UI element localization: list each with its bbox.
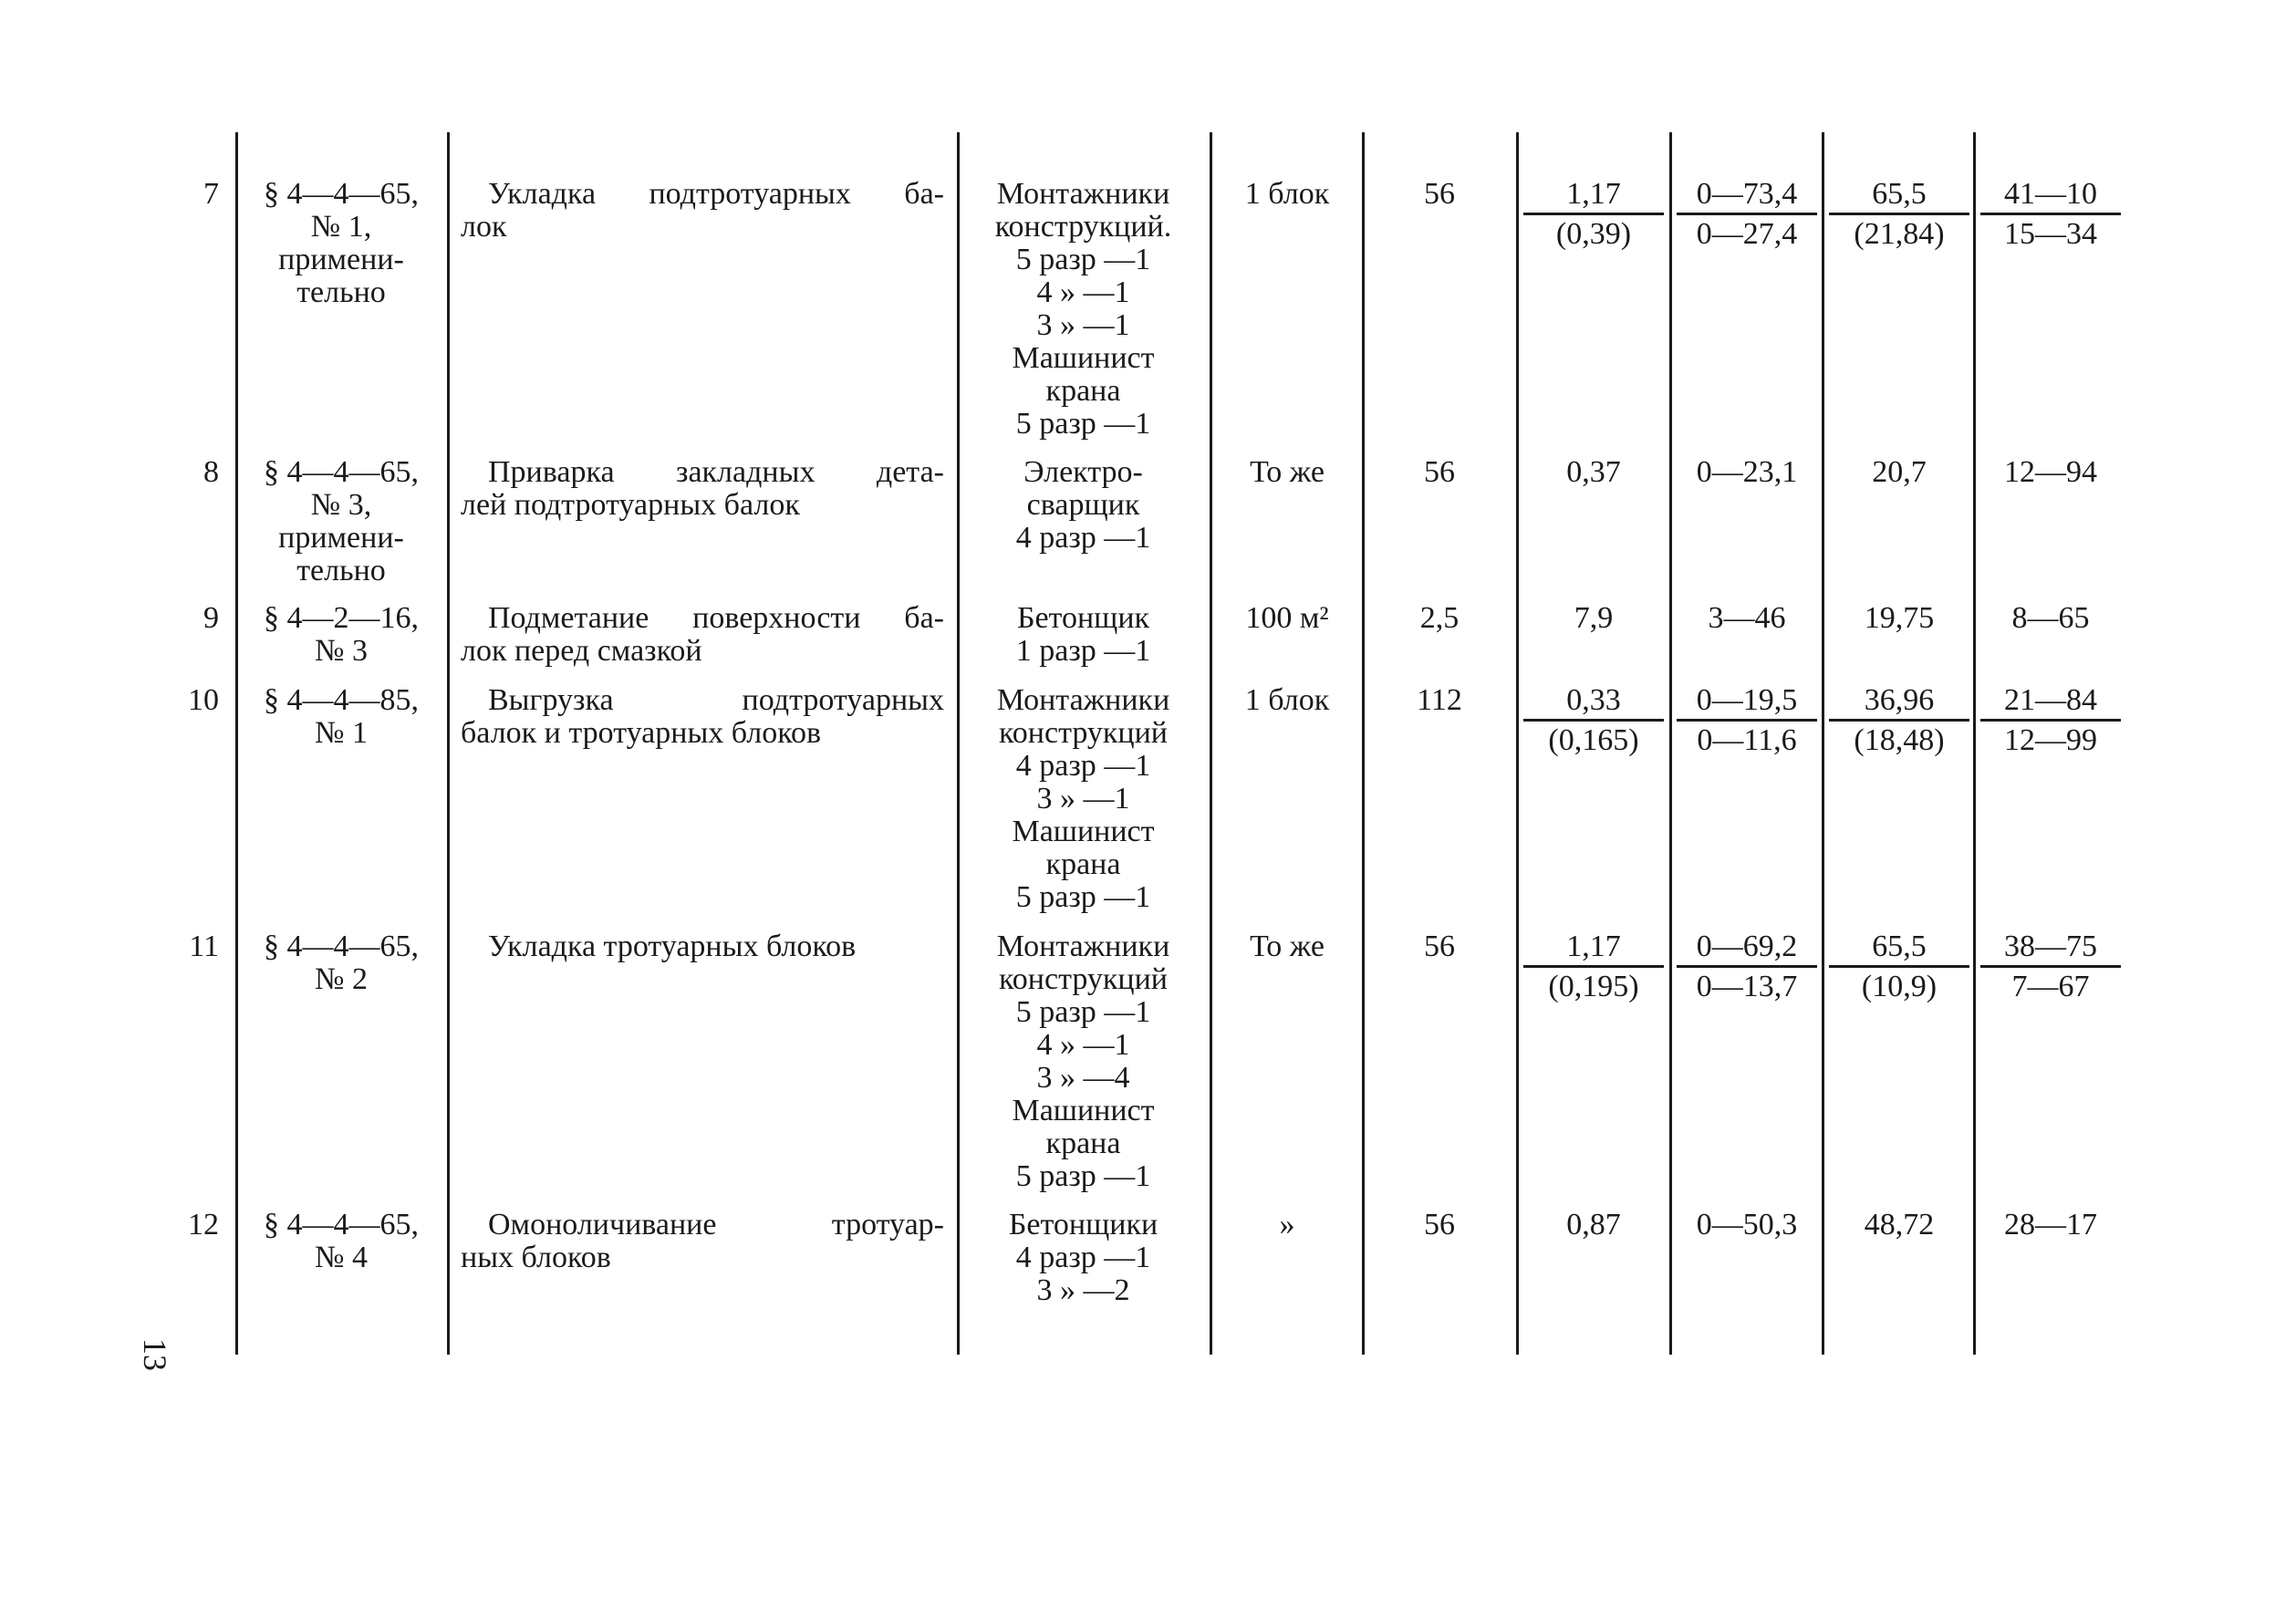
crew-composition-line: конструкций [998, 962, 1168, 996]
value-c10-bottom: 15—34 [2004, 217, 2097, 251]
value-c8-top: 0—69,2 [1696, 930, 1798, 963]
work-description-line: Укладка тротуарных блоков [488, 930, 857, 963]
norm-reference-line: § 4—4—65, [264, 1208, 419, 1241]
crew-composition-line: 1 разр —1 [1015, 634, 1151, 668]
value-c8-bottom: 0—11,6 [1697, 723, 1797, 757]
value-c10-top: 41—10 [2004, 177, 2097, 211]
crew-composition-line: 5 разр —1 [1015, 880, 1151, 914]
measurement-unit: 1 блок [1244, 177, 1330, 211]
value-c7-top: 0,37 [1566, 455, 1621, 489]
fraction-bar [1980, 213, 2121, 215]
measurement-unit: » [1279, 1208, 1295, 1241]
value-c8-top: 0—23,1 [1696, 455, 1798, 489]
crew-composition-line: 5 разр —1 [1015, 1159, 1151, 1193]
work-description-line: лок [461, 210, 507, 244]
value-c10-bottom: 12—99 [2004, 723, 2097, 757]
value-c9-bottom: (10,9) [1861, 970, 1938, 1003]
norm-reference-line: № 2 [315, 962, 368, 996]
column-rule [235, 132, 238, 1355]
row-number: 7 [203, 177, 219, 211]
work-description-line: Омоноличивание тротуар- [488, 1208, 944, 1241]
crew-composition-line: Бетонщик [1016, 601, 1150, 635]
value-c9-top: 65,5 [1872, 177, 1927, 211]
value-c8-top: 3—46 [1708, 601, 1786, 635]
norm-reference-line: тельно [296, 275, 386, 309]
value-c10-top: 28—17 [2004, 1208, 2097, 1241]
work-quantity: 56 [1424, 930, 1455, 963]
crew-composition-line: крана [1045, 847, 1121, 881]
column-rule [1669, 132, 1672, 1355]
value-c10-top: 21—84 [2004, 683, 2097, 717]
column-rule [1362, 132, 1365, 1355]
crew-composition-line: Монтажники [996, 683, 1170, 717]
norm-reference-line: примени- [278, 243, 404, 276]
crew-composition-line: 4 разр —1 [1015, 521, 1151, 555]
norm-reference-line: примени- [278, 521, 404, 555]
work-description-line: лей подтротуарных балок [461, 488, 800, 522]
value-c7-top: 1,17 [1566, 177, 1621, 211]
value-c9-top: 20,7 [1872, 455, 1927, 489]
crew-composition-line: Машинист [1012, 341, 1155, 375]
column-rule [1822, 132, 1824, 1355]
value-c7-bottom: (0,195) [1548, 970, 1639, 1003]
fraction-bar [1523, 965, 1664, 968]
norm-reference-line: № 3 [315, 634, 368, 668]
value-c8-top: 0—50,3 [1696, 1208, 1798, 1241]
fraction-bar [1677, 965, 1817, 968]
crew-composition-line: 4 » —1 [1036, 1028, 1130, 1062]
crew-composition-line: Бетонщики [1008, 1208, 1158, 1241]
crew-composition-line: 5 разр —1 [1015, 407, 1151, 441]
work-description-line: Подметание поверхности ба- [488, 601, 944, 635]
value-c9-bottom: (18,48) [1854, 723, 1945, 757]
fraction-bar [1677, 213, 1817, 215]
work-description-line: ных блоков [461, 1241, 611, 1274]
measurement-unit: То же [1250, 930, 1325, 963]
value-c8-bottom: 0—27,4 [1696, 217, 1798, 251]
value-c8-bottom: 0—13,7 [1696, 970, 1798, 1003]
crew-composition-line: 5 разр —1 [1015, 243, 1151, 276]
crew-composition-line: 3 » —1 [1036, 782, 1130, 815]
fraction-bar [1523, 719, 1664, 722]
work-quantity: 56 [1424, 1208, 1455, 1241]
column-rule [1210, 132, 1212, 1355]
fraction-bar [1829, 719, 1969, 722]
crew-composition-line: конструкций [998, 716, 1168, 750]
value-c7-top: 1,17 [1566, 930, 1621, 963]
work-description-line: балок и тротуарных блоков [461, 716, 822, 750]
value-c7-top: 0,87 [1566, 1208, 1621, 1241]
value-c7-top: 0,33 [1566, 683, 1621, 717]
work-quantity: 112 [1417, 683, 1462, 717]
crew-composition-line: сварщик [1026, 488, 1140, 522]
fraction-bar [1523, 213, 1664, 215]
value-c9-top: 48,72 [1864, 1208, 1935, 1241]
crew-composition-line: 5 разр —1 [1015, 995, 1151, 1029]
norm-reference-line: № 1 [315, 716, 368, 750]
row-number: 8 [203, 455, 219, 489]
norm-reference-line: § 4—4—65, [264, 177, 419, 211]
row-number: 10 [188, 683, 219, 717]
value-c9-top: 36,96 [1864, 683, 1935, 717]
value-c9-top: 65,5 [1872, 930, 1927, 963]
value-c8-top: 0—19,5 [1696, 683, 1798, 717]
measurement-unit: 100 м² [1245, 601, 1329, 635]
crew-composition-line: Машинист [1012, 1094, 1155, 1127]
crew-composition-line: 4 разр —1 [1015, 1241, 1151, 1274]
crew-composition-line: Машинист [1012, 815, 1155, 848]
fraction-bar [1980, 965, 2121, 968]
fraction-bar [1829, 965, 1969, 968]
norm-reference-line: тельно [296, 554, 386, 587]
crew-composition-line: 4 » —1 [1036, 275, 1130, 309]
crew-composition-line: крана [1045, 374, 1121, 408]
crew-composition-line: 4 разр —1 [1015, 749, 1151, 783]
row-number: 12 [188, 1208, 219, 1241]
work-quantity: 56 [1424, 455, 1455, 489]
work-description-line: лок перед смазкой [461, 634, 702, 668]
crew-composition-line: Электро- [1023, 455, 1143, 489]
value-c10-bottom: 7—67 [2011, 970, 2090, 1003]
crew-composition-line: 3 » —4 [1036, 1061, 1130, 1095]
column-rule [1516, 132, 1519, 1355]
work-description-line: Выгрузка подтротуарных [488, 683, 944, 717]
crew-composition-line: Монтажники [996, 177, 1170, 211]
column-rule [957, 132, 960, 1355]
page-number: 13 [137, 1338, 173, 1371]
norm-reference-line: § 4—2—16, [264, 601, 419, 635]
norm-reference-line: § 4—4—85, [264, 683, 419, 717]
crew-composition-line: конструкций. [994, 210, 1172, 244]
measurement-unit: То же [1250, 455, 1325, 489]
value-c10-top: 12—94 [2004, 455, 2097, 489]
crew-composition-line: Монтажники [996, 930, 1170, 963]
value-c10-top: 38—75 [2004, 930, 2097, 963]
value-c7-bottom: (0,39) [1555, 217, 1632, 251]
value-c7-bottom: (0,165) [1548, 723, 1639, 757]
value-c8-top: 0—73,4 [1696, 177, 1798, 211]
fraction-bar [1677, 719, 1817, 722]
value-c7-top: 7,9 [1574, 601, 1614, 635]
norm-reference-line: № 1, [310, 210, 372, 244]
row-number: 9 [203, 601, 219, 635]
norm-reference-line: § 4—4—65, [264, 455, 419, 489]
work-quantity: 2,5 [1419, 601, 1460, 635]
norm-reference-line: № 3, [310, 488, 372, 522]
row-number: 11 [189, 930, 219, 963]
fraction-bar [1829, 213, 1969, 215]
column-rule [447, 132, 450, 1355]
value-c10-top: 8—65 [2011, 601, 2090, 635]
work-description-line: Укладка подтротуарных ба- [488, 177, 944, 211]
value-c9-bottom: (21,84) [1854, 217, 1945, 251]
work-quantity: 56 [1424, 177, 1455, 211]
measurement-unit: 1 блок [1244, 683, 1330, 717]
fraction-bar [1980, 719, 2121, 722]
value-c9-top: 19,75 [1864, 601, 1935, 635]
crew-composition-line: крана [1045, 1127, 1121, 1160]
column-rule [1973, 132, 1976, 1355]
crew-composition-line: 3 » —1 [1036, 308, 1130, 342]
norm-reference-line: § 4—4—65, [264, 930, 419, 963]
work-description-line: Приварка закладных дета- [488, 455, 944, 489]
norm-reference-line: № 4 [315, 1241, 368, 1274]
crew-composition-line: 3 » —2 [1036, 1273, 1130, 1307]
